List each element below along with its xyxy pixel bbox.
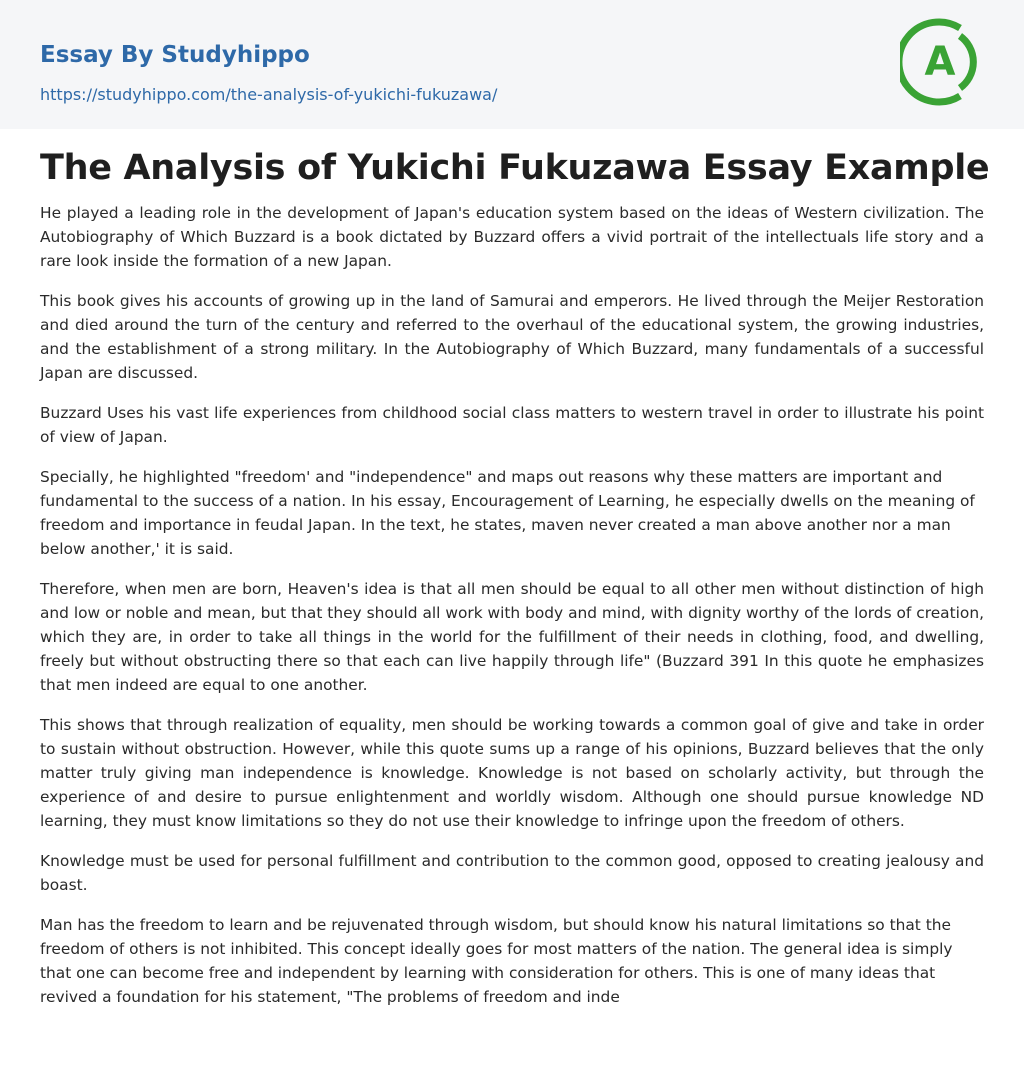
paragraph: Buzzard Uses his vast life experiences from childhood social class matters to western travel in order to illustrate his point of view of Japan. — [40, 404, 984, 446]
page-title: The Analysis of Yukichi Fukuzawa Essay Example — [40, 148, 990, 188]
paragraph: Knowledge must be used for personal fulfillment and contribution to the common good, opposed to creating jealousy and boast. — [40, 852, 984, 894]
paragraph: Specially, he highlighted "freedom' and "independence" and maps out reasons why these matters are important and fundamental to the success of a nation. In his essay, Encouragement of Learning, he especially dwells on the meaning of freedom and importance in feudal Japan. In the text, he states, maven never created a man above another nor a man below another,' it is said. — [40, 468, 975, 558]
paragraph: He played a leading role in the development of Japan's education system based on the ideas of Western civilization. The Autobiography of Which Buzzard is a book dictated by Buzzard offers a vivid portrait of the intellectuals life story and a rare look inside the formation of a new Japan. — [40, 204, 984, 270]
paragraph: This shows that through realization of equality, men should be working towards a common goal of give and take in order to sustain without obstruction. However, while this quote sums up a range of his opinions, Buzzard believes that the only matter truly giving man independence is knowledge. Knowledge is not based on scholarly activity, but through the experience of and desire to pursue enlightenment and worldly wisdom. Although one should pursue knowledge ND learning, they must know limitations so they do not use their knowledge to infringe upon the freedom of others. — [40, 716, 984, 830]
paragraph: Therefore, when men are born, Heaven's idea is that all men should be equal to all other men without distinction of high and low or noble and mean, but that they should all work with body and mind, with dignity worthy of the lords of creation, which they are, in order to take all things in the world for the fulfillment of their needs in clothing, food, and dwelling, freely but without obstructing there so that each can live happily through life" (Buzzard 391 In this quote he emphasizes that men indeed are equal to one another. — [40, 580, 984, 694]
logo-letter: A — [924, 39, 956, 85]
studyhippo-logo-icon[interactable] — [900, 17, 990, 107]
paragraph: Man has the freedom to learn and be rejuvenated through wisdom, but should know his natural limitations so that the freedom of others is not inhibited. This concept ideally goes for most matters of the nation. The general idea is simply that one can become free and independent by learning with consideration for others. This is one of many ideas that revived a foundation for his statement, "The problems of freedom and inde — [40, 916, 953, 1006]
paragraph: This book gives his accounts of growing up in the land of Samurai and emperors. He lived through the Meijer Restoration and died around the turn of the century and referred to the overhaul of the educational system, the growing industries, and the establishment of a strong military. In the Autobiography of Which Buzzard, many fundamentals of a successful Japan are discussed. — [40, 292, 984, 382]
site-brand[interactable]: Essay By Studyhippo — [40, 42, 310, 68]
site-header — [0, 0, 1024, 129]
essay-body — [40, 201, 984, 1025]
essay-url-link[interactable]: https://studyhippo.com/the-analysis-of-yukichi-fukuzawa/ — [40, 85, 498, 104]
